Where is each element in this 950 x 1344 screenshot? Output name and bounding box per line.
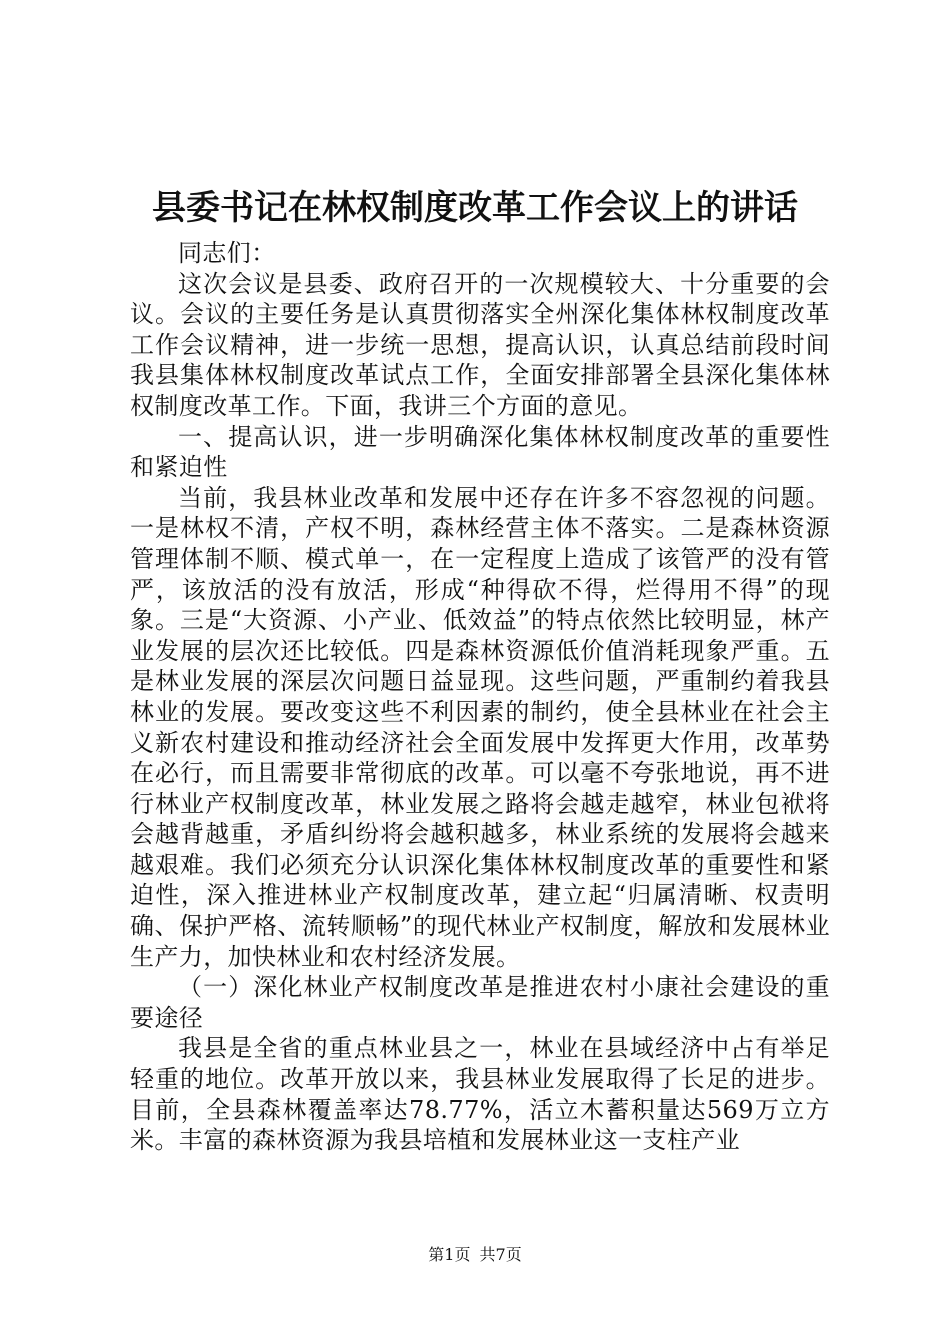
paragraph-intro: 这次会议是县委、政府召开的一次规模较大、十分重要的会议。会议的主要任务是认真贯彻落实全州深化集体林权制度改革工作会议精神，进一步统一思想，提高认识，认真总结前段时间我县集体林权制度改革试点工作，全面安排部署全县深化集体林权制度改革工作。下面，我讲三个方面的意见。	[130, 269, 830, 420]
page-total: 共7页	[479, 1245, 522, 1264]
document-body	[130, 238, 830, 1156]
page-number: 第1页	[428, 1245, 471, 1264]
paragraph-problems: 当前，我县林业改革和发展中还存在许多不容忽视的问题。一是林权不清，产权不明，森林经营主体不落实。二是森林资源管理体制不顺、模式单一，在一定程度上造成了该管严的没有管严，该放活的没有放活，形成“种得砍不得，烂得用不得”的现象。三是“大资源、小产业、低效益”的特点依然比较明显，林产业发展的层次还比较低。四是森林资源低价值消耗现象严重。五是林业发展的深层次问题日益显现。这些问题，严重制约着我县林业的发展。要改变这些不利因素的制约，使全县林业在社会主义新农村建设和推动经济社会全面发展中发挥更大作用，改革势在必行，而且需要非常彻底的改革。可以毫不夸张地说，再不进行林业产权制度改革，林业发展之路将会越走越窄，林业包袱将会越背越重，矛盾纠纷将会越积越多，林业系统的发展将会越来越艰难。我们必须充分认识深化集体林权制度改革的重要性和紧迫性，深入推进林业产权制度改革，建立起“归属清晰、权责明确、保护严格、流转顺畅”的现代林业产权制度，解放和发展林业生产力，加快林业和农村经济发展。	[130, 483, 830, 971]
paragraph-county-forestry: 我县是全省的重点林业县之一，林业在县域经济中占有举足轻重的地位。改革开放以来，我县林业发展取得了长足的进步。目前，全县森林覆盖率达78.77%，活立木蓄积量达569万立方米。丰富的森林资源为我县培植和发展林业这一支柱产业	[130, 1034, 830, 1155]
salutation: 同志们：	[178, 239, 276, 267]
page-footer	[0, 1244, 950, 1266]
document-title: 县委书记在林权制度改革工作会议上的讲话	[152, 188, 798, 228]
section-heading-1: 一、提高认识，进一步明确深化集体林权制度改革的重要性和紧迫性	[130, 422, 830, 482]
subsection-heading-1: （一）深化林业产权制度改革是推进农村小康社会建设的重要途径	[130, 973, 830, 1032]
